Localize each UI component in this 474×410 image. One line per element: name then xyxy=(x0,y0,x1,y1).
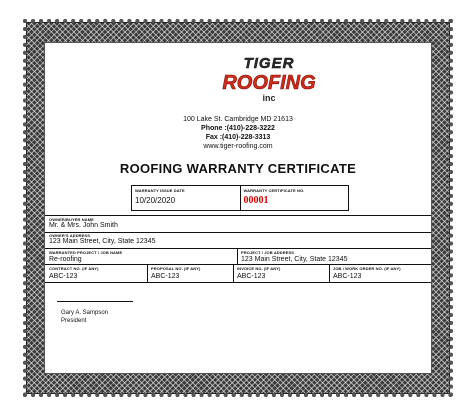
cert-number-cell xyxy=(240,186,349,210)
issue-date-value: 10/20/2020 xyxy=(135,196,176,205)
owner-name-value: Mr. & Mrs. John Smith xyxy=(49,222,118,229)
owner-name-label: OWNER/BUYER NAME xyxy=(49,217,94,222)
divider xyxy=(45,215,431,216)
signature-block xyxy=(61,309,108,325)
divider xyxy=(45,248,431,249)
signer-name: Gary A. Sampson xyxy=(61,310,109,316)
proposal-no-value: ABC-123 xyxy=(151,273,180,280)
issue-info-box xyxy=(131,185,349,211)
project-name-label: WARRANTED PROJECT / JOB NAME xyxy=(49,250,123,255)
project-address-value: 123 Main Street, City, State 12345 xyxy=(241,256,348,263)
certificate-title: ROOFING WARRANTY CERTIFICATE xyxy=(119,161,357,176)
company-contact xyxy=(45,115,431,151)
owner-address-label: OWNER'S ADDRESS xyxy=(49,233,90,238)
contract-no-label: CONTRACT NO. (IF ANY) xyxy=(49,266,99,271)
divider xyxy=(233,264,234,282)
invoice-no-label: INVOICE NO. (IF ANY) xyxy=(237,266,281,271)
svg-text:TIGER: TIGER xyxy=(243,55,295,72)
svg-text:inc: inc xyxy=(262,93,276,103)
cert-number-label: WARRANTY CERTIFICATE NO. xyxy=(243,188,305,193)
divider xyxy=(45,232,431,233)
company-fax: Fax :(410)-228-3313 xyxy=(205,134,271,141)
svg-text:ROOFING: ROOFING xyxy=(222,72,316,94)
company-address: 100 Lake St. Cambridge MD 21613 xyxy=(183,116,293,123)
company-phone: Phone :(410)-228-3222 xyxy=(201,125,275,132)
company-logo xyxy=(189,53,349,107)
divider xyxy=(147,264,148,282)
divider xyxy=(237,248,238,264)
project-address-label: PROJECT / JOB ADDRESS xyxy=(241,250,295,255)
signer-role: President xyxy=(61,318,87,324)
divider xyxy=(45,264,431,265)
cert-number-value: 00001 xyxy=(243,195,269,206)
proposal-no-label: PROPOSAL NO. (IF ANY) xyxy=(151,266,201,271)
invoice-no-value: ABC-123 xyxy=(237,273,266,280)
divider xyxy=(329,264,330,282)
project-name-value: Re-roofing xyxy=(49,256,82,263)
work-order-no-label: JOB / WORK ORDER NO. (IF ANY) xyxy=(333,266,401,271)
certificate-body xyxy=(44,42,432,374)
issue-date-cell xyxy=(132,186,240,210)
signature-line xyxy=(57,301,133,302)
owner-address-value: 123 Main Street, City, State 12345 xyxy=(49,238,156,245)
work-order-no-value: ABC-123 xyxy=(333,273,362,280)
divider xyxy=(45,282,431,283)
company-website: www.tiger-roofing.com xyxy=(203,143,273,150)
contract-no-value: ABC-123 xyxy=(49,273,78,280)
issue-date-label: WARRANTY ISSUE DATE xyxy=(135,188,185,193)
